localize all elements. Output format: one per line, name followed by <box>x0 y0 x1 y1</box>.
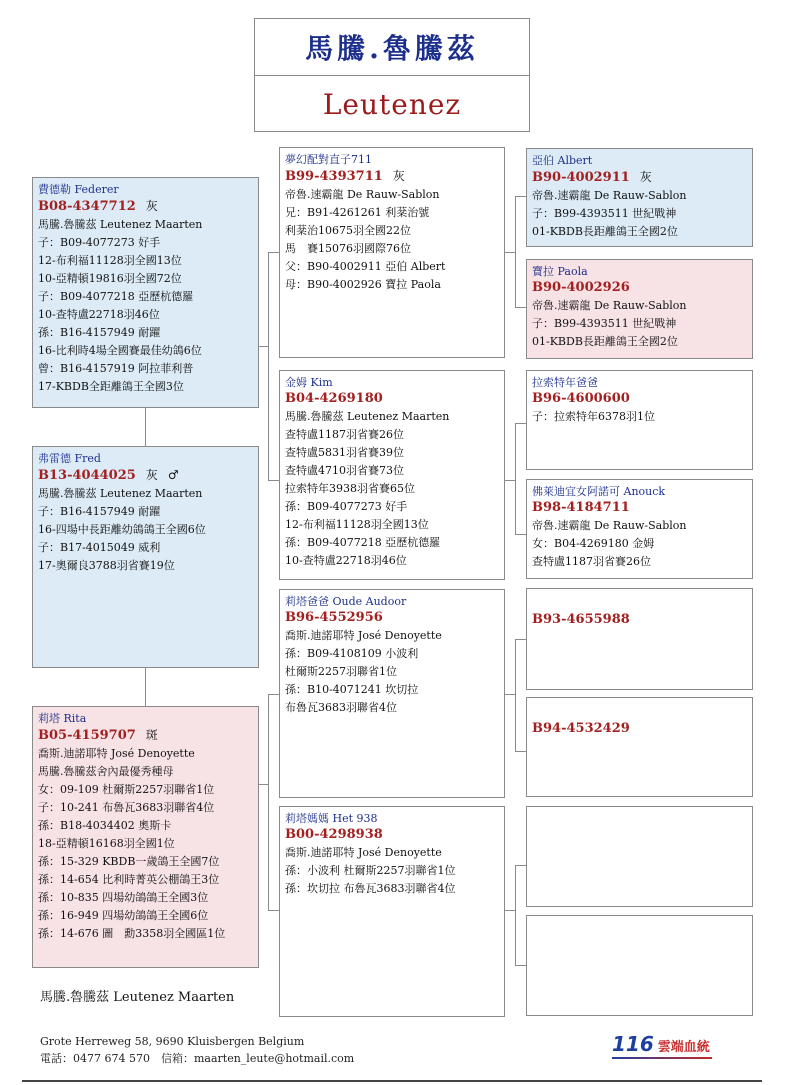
title-box <box>254 18 530 132</box>
breeder-name: 馬騰.魯騰茲 Leutenez Maarten <box>40 990 235 1005</box>
pedigree-line: 10-查特盧22718羽46位 <box>285 554 407 567</box>
pedigree-line: 孫：B18-4034402 奧斯卡 <box>38 819 172 832</box>
pedigree-line: 布魯瓦3683羽聯省4位 <box>285 701 397 714</box>
pedigree-line: 母：B90-4002926 寶拉 Paola <box>285 278 441 291</box>
sire-lines <box>38 216 253 396</box>
pedigree-line: 帝魯.速霸龍 De Rauw-Sablon <box>532 189 687 202</box>
address: Grote Herreweg 58, 9690 Kluisbergen Belgium <box>40 1035 305 1048</box>
subject-name: 弗雷德 Fred <box>38 452 101 465</box>
pedigree-line: 馬 賽15076羽國際76位 <box>285 242 411 255</box>
pedigree-line: 馬騰.魯騰茲 Leutenez Maarten <box>285 410 450 423</box>
subject-ring: B13-4044025 灰 ♂ <box>38 468 179 483</box>
pedigree-line: 子：拉索特年6378羽1位 <box>532 410 655 423</box>
sds-card <box>526 370 753 470</box>
dss-ring: B93-4655988 <box>532 612 630 627</box>
pedigree-line: 孫：10-835 四場幼鴿鴿王全國3位 <box>38 891 209 904</box>
ds-lines <box>285 627 499 717</box>
title-english: Leutenez <box>322 87 462 121</box>
dd-ring: B00-4298938 <box>285 827 383 842</box>
sdd-ring: B98-4184711 <box>532 500 630 515</box>
pedigree-line: 子：10-241 布魯瓦3683羽聯省4位 <box>38 801 215 814</box>
pedigree-line: 子：B16-4157949 耐躍 <box>38 505 161 518</box>
pedigree-line: 01-KBDB長距離鴿王全國2位 <box>532 225 678 238</box>
pedigree-line: 兄：B91-4261261 利棻治號 <box>285 206 430 219</box>
sss-name: 亞伯 Albert <box>532 154 593 167</box>
dam-card <box>32 706 259 968</box>
pedigree-line: 子：B99-4393511 世紀戰神 <box>532 317 677 330</box>
dam-dam-card <box>279 806 505 1017</box>
title-chinese: 馬騰.魯騰茲 <box>305 32 479 65</box>
pedigree-line: 利棻治10675羽全國22位 <box>285 224 411 237</box>
pedigree-line: 12-布利福11128羽全國13位 <box>285 518 429 531</box>
pedigree-line: 女：B04-4269180 金姆 <box>532 537 655 550</box>
sds-ring: B96-4600600 <box>532 391 630 406</box>
pedigree-line: 孫：小波利 杜爾斯2257羽聯省1位 <box>285 864 456 877</box>
pedigree-line: 馬騰.魯騰茲舍內最優秀種母 <box>38 765 174 778</box>
sd-name: 金姆 Kim <box>285 376 333 389</box>
pedigree-line: 馬騰.魯騰茲 Leutenez Maarten <box>38 218 203 231</box>
pedigree-line: 曾：B16-4157919 阿拉菲利普 <box>38 362 194 375</box>
dam-lines <box>38 745 253 943</box>
pedigree-line: 父：B90-4002911 亞伯 Albert <box>285 260 446 273</box>
contact-block <box>40 1033 354 1067</box>
sire-dam-card <box>279 370 505 580</box>
pedigree-line: 子：B17-4015049 威利 <box>38 541 161 554</box>
ss-lines <box>285 186 499 294</box>
contact: 電話：0477 674 570 信箱：maarten_leute@hotmail.com <box>40 1052 355 1065</box>
pedigree-line: 孫：B09-4108109 小波利 <box>285 647 419 660</box>
sds-name: 拉索特年爸爸 <box>532 376 598 389</box>
ss-name: 夢幻配對直子711 <box>285 153 372 166</box>
sire-card <box>32 177 259 408</box>
dam-name: 莉塔 Rita <box>38 712 87 725</box>
pedigree-line: 查特盧5831羽省賽39位 <box>285 446 404 459</box>
pedigree-line: 16-比利時4場全國賽最佳幼鴿6位 <box>38 344 202 357</box>
pedigree-line: 馬騰.魯騰茲 Leutenez Maarten <box>38 487 203 500</box>
pedigree-line: 10-亞精頓19816羽全國72位 <box>38 272 182 285</box>
pedigree-line: 子：B99-4393511 世紀戰神 <box>532 207 677 220</box>
pedigree-line: 16-四場中長距離幼鴿鴿王全國6位 <box>38 523 206 536</box>
logo-text: 雲端血統 <box>657 1040 710 1055</box>
dam-sire-card <box>279 589 505 798</box>
sire-ring: B08-4347712 灰 <box>38 199 158 214</box>
pedigree-line: 10-查特盧22718羽46位 <box>38 308 160 321</box>
dam-ring: B05-4159707 斑 <box>38 728 158 743</box>
ddd-card <box>526 915 753 1016</box>
pedigree-line: 孫：B10-4071241 坎切拉 <box>285 683 419 696</box>
pedigree-line: 孫：16-949 四場幼鴿鴿王全國6位 <box>38 909 209 922</box>
pedigree-line: 拉索特年3938羽省賽65位 <box>285 482 415 495</box>
pedigree-line: 孫：B16-4157949 耐躍 <box>38 326 161 339</box>
ds-ring: B96-4552956 <box>285 610 383 625</box>
dds-card <box>526 806 753 907</box>
pedigree-line: 查特盧4710羽省賽73位 <box>285 464 404 477</box>
pedigree-line: 喬斯.迪諾耶特 José Denoyette <box>38 747 195 760</box>
dss-card <box>526 588 753 690</box>
sire-name: 費德勒 Federer <box>38 183 119 196</box>
pedigree-line: 孫：15-329 KBDB一歲鴿王全國7位 <box>38 855 220 868</box>
pedigree-line: 17-奧爾良3788羽省賽19位 <box>38 559 175 572</box>
pedigree-line: 子：B09-4077273 好手 <box>38 236 161 249</box>
pedigree-line: 子：B09-4077218 亞歷杭德羅 <box>38 290 194 303</box>
sire-sire-card <box>279 147 505 358</box>
pedigree-line: 帝魯.速霸龍 De Rauw-Sablon <box>532 519 687 532</box>
pedigree-line: 杜爾斯2257羽聯省1位 <box>285 665 397 678</box>
pedigree-line: 01-KBDB長距離鴿王全國2位 <box>532 335 678 348</box>
sss-card <box>526 148 753 247</box>
ds-name: 莉塔爸爸 Oude Audoor <box>285 595 407 608</box>
ssd-card <box>526 259 753 359</box>
pedigree-line: 喬斯.迪諾耶特 José Denoyette <box>285 846 442 859</box>
pedigree-line: 孫：B09-4077273 好手 <box>285 500 408 513</box>
pedigree-line: 18-亞精頓16168羽全國1位 <box>38 837 175 850</box>
ssd-lines <box>532 297 747 351</box>
dd-name: 莉塔媽媽 Het 938 <box>285 812 378 825</box>
sds-lines <box>532 408 747 426</box>
dsd-card <box>526 697 753 797</box>
sdd-card <box>526 479 753 579</box>
dsd-ring: B94-4532429 <box>532 721 630 736</box>
sdd-name: 佛萊迪宜女阿諾可 Anouck <box>532 485 666 498</box>
pedigree-line: 12-布利福11128羽全國13位 <box>38 254 182 267</box>
pedigree-line: 女：09-109 杜爾斯2257羽聯省1位 <box>38 783 215 796</box>
ssd-ring: B90-4002926 <box>532 280 630 295</box>
sss-ring: B90-4002911 灰 <box>532 170 652 185</box>
pedigree-line: 孫：14-676 圖 勳3358羽全國區1位 <box>38 927 226 940</box>
subject-lines <box>38 485 253 575</box>
sdd-lines <box>532 517 747 571</box>
bottom-rule <box>22 1080 762 1082</box>
pedigree-line: 孫：B09-4077218 亞歷杭德羅 <box>285 536 441 549</box>
subject-card <box>32 446 259 668</box>
dd-lines <box>285 844 499 898</box>
pedigree-line: 帝魯.速霸龍 De Rauw-Sablon <box>285 188 440 201</box>
pedigree-line: 查特盧1187羽省賽26位 <box>532 555 651 568</box>
sss-lines <box>532 187 747 241</box>
sd-lines <box>285 408 499 570</box>
pedigree-line: 17-KBDB全距離鴿王全國3位 <box>38 380 184 393</box>
ss-ring: B99-4393711 灰 <box>285 169 405 184</box>
pedigree-line: 喬斯.迪諾耶特 José Denoyette <box>285 629 442 642</box>
pedigree-line: 孫：14-654 比利時菁英公棚鴿王3位 <box>38 873 220 886</box>
pedigree-line: 帝魯.速霸龍 De Rauw-Sablon <box>532 299 687 312</box>
logo <box>612 1032 712 1059</box>
ssd-name: 寶拉 Paola <box>532 265 588 278</box>
sd-ring: B04-4269180 <box>285 391 383 406</box>
logo-number: 116 <box>612 1032 654 1056</box>
pedigree-line: 孫：坎切拉 布魯瓦3683羽聯省4位 <box>285 882 456 895</box>
pedigree-line: 查特盧1187羽省賽26位 <box>285 428 404 441</box>
